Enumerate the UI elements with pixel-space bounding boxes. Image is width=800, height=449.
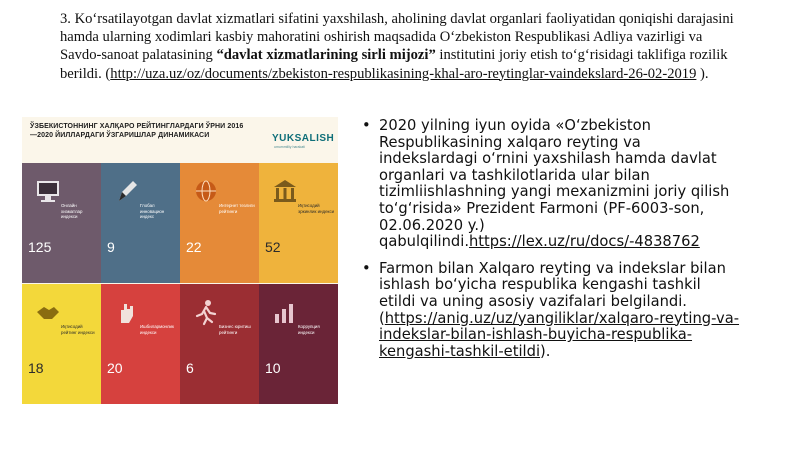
- chart-icon: [271, 298, 299, 326]
- uza-link[interactable]: http://uza.uz/oz/documents/zbekiston-respublikasining-khal-aro-reytinglar-vaindekslard-26-02-2019: [110, 65, 697, 82]
- bullet-text: Farmon bilan Xalqaro reyting va indekslar bilan ishlash bo‘yicha respublika kengashi tashkil etildi va uning asosiy vazifalari belgilandi. (: [379, 259, 726, 327]
- yuksalish-logo-subtitle: umummilliy harakati: [274, 145, 305, 149]
- tile-caption: Иқтисодий эркинлик индекси: [298, 203, 335, 214]
- tile-number: 20: [107, 360, 123, 376]
- lex-uz-link[interactable]: https://lex.uz/ru/docs/-4838762: [468, 233, 700, 251]
- tile-caption: Глобал инновацион индекс: [140, 203, 165, 220]
- tile-caption: Коррупция индекси: [298, 324, 320, 335]
- tile-innovation-index: [101, 163, 180, 283]
- infographic-title: ЎЗБЕКИСТОННИНГ ХАЛҚАРО РЕЙТИНГЛАРДАГИ ЎРНИ 2016—2020 ЙИЛЛАРДАГИ ЎЗГАРИШЛАР ДИНАМИКАСИ: [30, 123, 244, 139]
- tile-caption: Бизнес юритиш рейтинги: [219, 324, 251, 335]
- bullet-list: [362, 118, 740, 360]
- intro-bold-text: “davlat xizmatlarining sirli mijozi”: [216, 47, 436, 64]
- intro-text-before: 3. Ko‘rsatilayotgan davlat xizmatlari sifatini yaxshilash, aholining davlat organlari faoliyatidan qoniqishi darajasini hamda ularning xodimlari kasbiy mahoratini oshirish maqsadida O‘zbekiston Respublikasi Adliya vazirligi va Savdo-sanoat palatasining: [60, 11, 734, 64]
- bullet-text-after: ).: [540, 342, 551, 360]
- building-icon: [271, 177, 299, 205]
- tile-online-services: [22, 163, 101, 283]
- tile-corruption-index: [259, 284, 338, 404]
- tile-caption: Ишбилармонлик индекси: [140, 324, 174, 335]
- bullet-text: 2020 yilning iyun oyida «O‘zbekiston Respublikasining xalqaro reyting va indekslardagi o‘rnini yaxshilash hamda davlat organlari va tashkilotlarida ular bilan tizimliishlashning yangi mexanizmini joriy qilish to‘g‘risida» Prezident Farmoni (PF-6003-son, 02.06.2020 y.) qabulqilindi.: [379, 117, 730, 251]
- tile-economic-rating: [22, 284, 101, 404]
- hand-icon: [113, 298, 141, 326]
- infographic-grid: [22, 163, 338, 404]
- tile-number: 18: [28, 360, 44, 376]
- tile-caption: Онлайн хизматлар индекси: [61, 203, 83, 220]
- tile-caption: Иқтисодий рейтинг индекси: [61, 324, 95, 335]
- tile-economic-freedom: [259, 163, 338, 283]
- intro-text-after: ).: [696, 65, 709, 82]
- handshake-icon: [34, 298, 62, 326]
- tile-number: 125: [28, 239, 52, 255]
- anig-uz-link[interactable]: https://anig.uz/uz/yangiliklar/xalqaro-reyting-va-indekslar-bilan-ishlash-buyicha-respublika-kengashi-tashkil-etildi: [379, 309, 740, 360]
- computer-icon: [34, 177, 62, 205]
- tile-number: 9: [107, 239, 115, 255]
- bullet-marker: •: [362, 117, 371, 134]
- bullet-item-decree: [362, 118, 740, 251]
- tile-number: 52: [265, 239, 281, 255]
- tile-doing-business: [180, 284, 259, 404]
- tile-number: 10: [265, 360, 281, 376]
- tile-business-index: [101, 284, 180, 404]
- bullet-item-council: [362, 261, 740, 361]
- intro-paragraph: [60, 10, 740, 83]
- runner-icon: [192, 298, 220, 326]
- bullet-marker: •: [362, 259, 371, 277]
- pen-icon: [113, 177, 141, 205]
- tile-internet-speed: [180, 163, 259, 283]
- tile-number: 6: [186, 360, 194, 376]
- tile-number: 22: [186, 239, 202, 255]
- tile-caption: Интернет тезлиги рейтинги: [219, 203, 255, 214]
- globe-icon: [192, 177, 220, 205]
- ratings-infographic: [22, 117, 338, 404]
- intro-text-middle: institutini joriy etish to‘g‘risidagi taklifiga rozilik berildi. (: [60, 47, 728, 82]
- yuksalish-logo: YUKSALISH: [272, 133, 335, 144]
